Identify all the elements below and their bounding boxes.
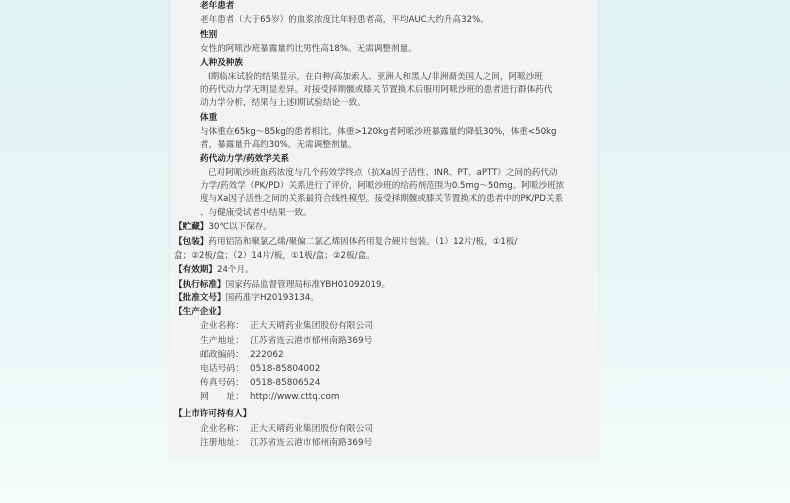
validity-value: 24个月。 (216, 265, 254, 275)
section-title-elderly: 老年患者 (200, 1, 235, 11)
section-line-pkpd-1: 已对阿哌沙班血药浓度与几个药效学终点（抗Xa因子活性、INR、PT、aPTT）之间的药代动 (208, 168, 558, 178)
manufacturer-value: 江苏省连云港市郁州南路369号 (250, 336, 373, 346)
holder-value: 江苏省连云港市郁州南路369号 (250, 438, 373, 448)
standard-row (174, 279, 390, 291)
storage-value: 30℃以下保存。 (208, 222, 272, 232)
manufacturer-row-website (200, 391, 339, 403)
validity-row (174, 264, 254, 276)
approval-row (174, 292, 319, 304)
manufacturer-row-phone (200, 363, 320, 375)
section-title-gender: 性别 (200, 30, 218, 40)
section-title-race: 人种及种族 (200, 58, 243, 68)
section-title-weight: 体重 (200, 113, 218, 123)
package-row (174, 236, 517, 248)
section-line-race-1: Ⅰ期临床试验的结果显示，在白种/高加索人、亚洲人和黑人/非洲裔美国人之间，阿哌沙班 (208, 72, 543, 82)
section-line-weight-1: 与体重在65kg～85kg的患者相比，体重>120kg者阿哌沙班暴露量约降低30%，体重<50kg (200, 127, 557, 137)
manufacturer-value: http://www.cttq.com (250, 392, 340, 402)
standard-label: 【执行标准】 (174, 280, 226, 290)
manufacturer-key: 邮政编码： (200, 350, 244, 360)
section-title-pkpd: 药代动力学/药效学关系 (200, 154, 290, 164)
storage-row (174, 221, 272, 233)
manufacturer-key: 电话号码： (200, 364, 244, 374)
manufacturer-value: 0518-85806524 (250, 378, 321, 388)
manufacturer-label: 【生产企业】 (174, 307, 226, 317)
manufacturer-row-fax (200, 377, 320, 389)
manufacturer-value: 0518-85804002 (250, 364, 321, 374)
manufacturer-key: 生产地址： (200, 336, 244, 346)
manufacturer-key: 传真号码： (200, 378, 244, 388)
storage-label: 【贮藏】 (174, 222, 209, 232)
holder-key: 注册地址： (200, 438, 244, 448)
manufacturer-value: 222062 (250, 350, 284, 360)
section-body-elderly: 老年患者（大于65岁）的血浆浓度比年轻患者高，平均AUC大约升高32%。 (200, 15, 489, 25)
approval-label: 【批准文号】 (174, 293, 226, 303)
package-insert-page (170, 0, 598, 458)
holder-key: 企业名称： (200, 424, 244, 434)
holder-row-address (200, 437, 372, 449)
manufacturer-key: 企业名称： (200, 321, 244, 331)
section-line-pkpd-2: 力学/药效学（PK/PD）关系进行了评价，阿哌沙班的给药剂范围为0.5mg～50mg。阿哌沙班浓 (200, 181, 565, 191)
holder-value: 正大天晴药业集团股份有限公司 (250, 424, 374, 434)
manufacturer-row-postcode (200, 349, 284, 361)
section-line-pkpd-3: 度与Xa因子活性之间的关系最符合线性模型。接受择期髋或膝关节置换术的患者中的PK/PD关系 (200, 194, 564, 204)
validity-label: 【有效期】 (174, 265, 217, 275)
package-label: 【包装】 (174, 237, 209, 247)
holder-row-name (200, 423, 373, 435)
section-line-race-3: 动力学分析，结果与上述Ⅰ期试验结论一致。 (200, 98, 366, 108)
section-line-race-2: 的药代动力学无明显差异。对接受择期髋或膝关节置换术后服用阿哌沙班的患者进行群体药代 (200, 85, 553, 95)
standard-value: 国家药品监督管理局标准YBH01092019。 (225, 280, 391, 290)
manufacturer-row-address (200, 335, 372, 347)
package-line-1: 药用铝箔和聚氯乙烯/聚偏二氯乙烯固体药用复合硬片包装。（1）12片/板，①1板/ (208, 237, 518, 247)
manufacturer-value: 正大天晴药业集团股份有限公司 (250, 321, 374, 331)
package-line-2: 盒；②2板/盒；（2）14片/板，①1板/盒；②2板/盒。 (174, 251, 375, 261)
section-body-gender: 女性的阿哌沙班暴露量约比男性高18%。无需调整剂量。 (200, 44, 417, 54)
manufacturer-row-name (200, 320, 373, 332)
section-line-weight-2: 者，暴露量升高约30%。无需调整剂量。 (200, 140, 357, 150)
holder-label: 【上市许可持有人】 (174, 409, 252, 419)
section-line-pkpd-4: 、与健康受试者中结果一致。 (200, 208, 312, 218)
manufacturer-key: 网 址： (200, 392, 244, 402)
approval-value: 国药准字H20193134。 (225, 293, 319, 303)
